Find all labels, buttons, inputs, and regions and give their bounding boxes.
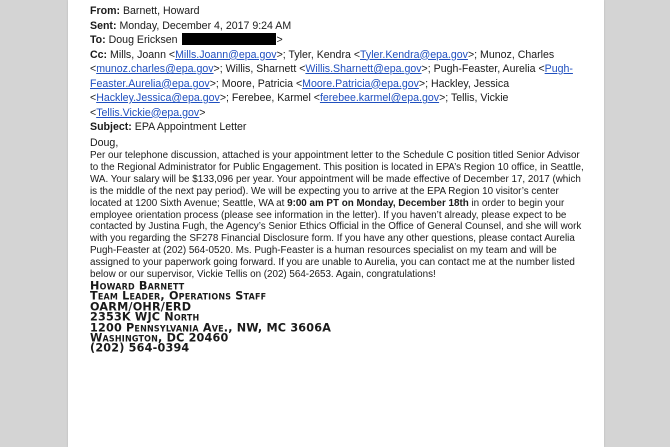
cc-separator: >;: [467, 48, 478, 61]
cc-recipient-name: Tyler, Kendra <: [285, 48, 361, 61]
subject-label: Subject:: [90, 121, 132, 133]
cc-recipient-email-link[interactable]: ferebee.karmel@epa.gov: [319, 92, 440, 104]
body-bold-date: 9:00 am PT on Monday, December 18th: [287, 197, 469, 209]
cc-recipients: [90, 49, 573, 119]
cc-recipient-name: Moore, Patricia <: [218, 77, 303, 90]
sent-value: Monday, December 4, 2017 9:24 AM: [119, 19, 292, 32]
cc-recipient-name: Ferebee, Karmel <: [228, 92, 320, 104]
signature-street: 1200 Pennsylvania Ave., NW, MC 3606A: [90, 320, 332, 335]
from-value: Barnett, Howard: [122, 5, 200, 17]
to-close-bracket: >: [276, 34, 283, 46]
cc-recipient-name: Willis, Sharnett <: [222, 63, 306, 75]
cc-recipient-email-link[interactable]: Mills.Joann@epa.gov: [175, 48, 277, 61]
signature-room: 2353K WJC North: [90, 310, 200, 324]
cc-line: [90, 48, 590, 121]
cc-recipient-email-link[interactable]: Pugh-Feaster.Aurelia@epa.gov: [90, 63, 573, 90]
cc-separator: >;: [219, 92, 229, 104]
from-label: From:: [90, 5, 121, 17]
sent-label: Sent:: [90, 19, 117, 32]
cc-recipient-name: Hackley, Jessica <: [90, 77, 510, 104]
body-part-1: Per our telephone discussion, attached is your appointment letter to the Schedule C position titled Senior Advisor to the Regional Administrator for Public Engagement. This position is located in EPA’s Region 10 office, in Seattle, WA. Your salary will be $133,096 per year. Your appointment will be made effective of December 17, 2017 (which is the middle of the next pay period). We will be expecting you to arrive at the EPA Region 10 visitor’s center located at 1200 Sixth Avenue; Seattle, WA at: [90, 150, 584, 209]
sent-line: [90, 19, 590, 34]
email-printout: [90, 4, 590, 354]
to-line: [90, 33, 590, 48]
document-page: [68, 0, 604, 447]
cc-recipient-email-link[interactable]: Tyler.Kendra@epa.gov: [360, 48, 468, 61]
to-label: To:: [90, 34, 106, 46]
cc-separator: >;: [209, 77, 219, 90]
message-body: [90, 150, 590, 281]
cc-separator: >;: [421, 63, 431, 75]
body-part-2: in order to begin your employee orientation process (please see information in the letter). If you haven’t already, please expect to be contacted by Justina Fugh, the Agency’s Senior Ethics Official in the Office of General Counsel, and she will work with you regarding the SF278 Financial Disclosure form. If you have any other questions, please contact Aurelia Pugh-Feaster at (202) 564-0520. Ms. Pugh-Feaster is a human resources specialist on my team and will be assigned to your paperwork going forward. If you are unable to Aurelia, you can contact me at the number listed below or our supervisor, Vickie Tellis on (202) 564-2653. Again, congratulations!: [90, 197, 582, 281]
subject-line: [90, 120, 590, 135]
cc-separator: >: [199, 106, 206, 119]
cc-recipient-email-link[interactable]: Hackley.Jessica@epa.gov: [96, 92, 220, 104]
cc-recipient-name: Munoz, Charles <: [90, 48, 555, 75]
cc-separator: >;: [276, 48, 286, 61]
cc-separator: >;: [418, 77, 429, 90]
signature-city: Washington, DC 20460: [90, 330, 229, 345]
signature-phone: (202) 564-0394: [90, 341, 190, 355]
cc-recipient-email-link[interactable]: Tellis.Vickie@epa.gov: [96, 106, 200, 119]
cc-recipient-email-link[interactable]: Willis.Sharnett@epa.gov: [305, 63, 422, 75]
signature-title: Team Leader, Operations Staff: [90, 289, 267, 303]
signature-name: Howard Barnett: [90, 278, 185, 293]
cc-separator: >;: [439, 92, 449, 104]
cc-recipient-email-link[interactable]: munoz.charles@epa.gov: [96, 63, 214, 75]
from-line: [90, 4, 590, 19]
greeting: Doug,: [90, 136, 119, 149]
redaction-box: [182, 33, 276, 45]
to-value: Doug Ericksen: [108, 34, 178, 46]
subject-value: EPA Appointment Letter: [134, 121, 247, 133]
cc-recipient-name: Pugh-Feaster, Aurelia <: [430, 63, 545, 75]
signature-block: [90, 278, 590, 355]
cc-recipient-name: Tellis, Vickie <: [90, 92, 509, 119]
cc-label: Cc:: [90, 48, 108, 61]
signature-office: OARM/OHR/ERD: [90, 299, 192, 314]
cc-recipient-name: Mills, Joann <: [110, 48, 176, 61]
cc-recipient-email-link[interactable]: Moore.Patricia@epa.gov: [302, 77, 419, 90]
cc-separator: >;: [213, 63, 223, 75]
